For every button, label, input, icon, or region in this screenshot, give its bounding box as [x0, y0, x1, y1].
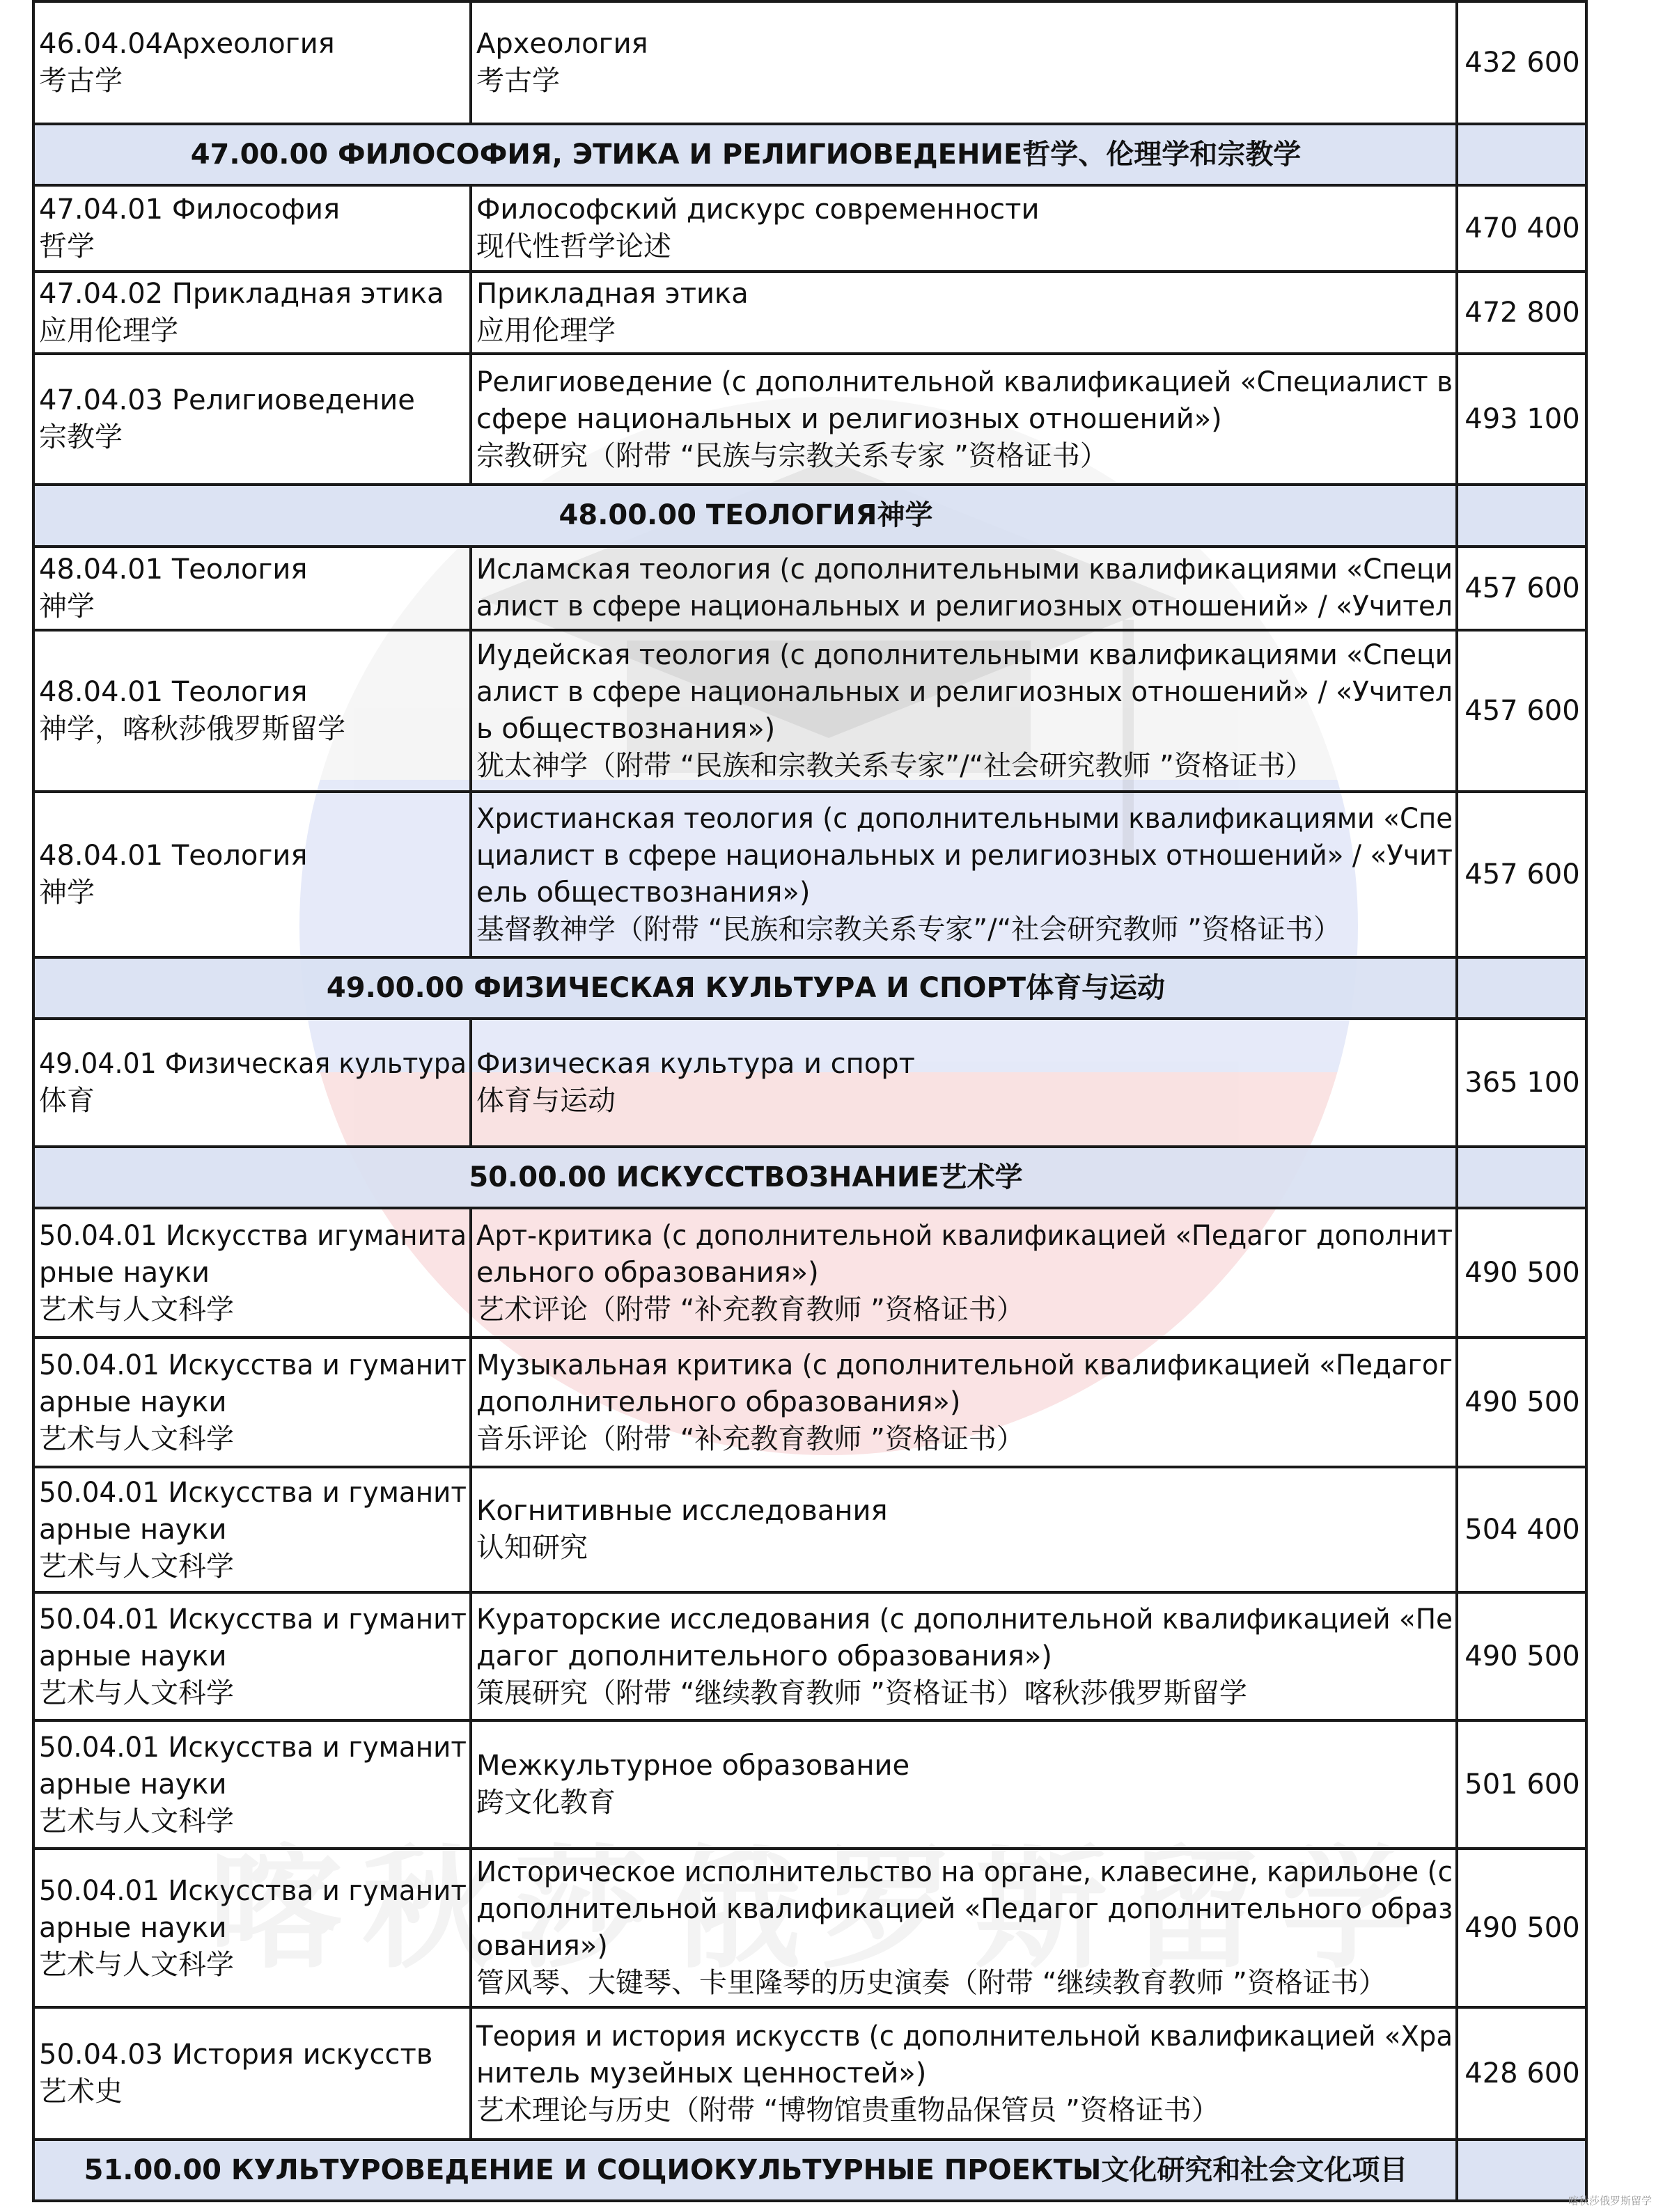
table-row — [33, 185, 1586, 272]
cell-line: 认知研究 — [476, 1532, 588, 1564]
price-cell: 470 400 — [1457, 185, 1586, 272]
specialty-code-cell — [33, 1720, 471, 1849]
cell-line: 艺术与人文科学 — [39, 1422, 234, 1455]
section-header-row — [33, 957, 1586, 1019]
specialty-code-cell — [33, 630, 471, 792]
cell-line: 47.04.03 Религиоведение — [39, 384, 415, 416]
cell-line: 艺术与人文科学 — [39, 1677, 234, 1709]
table-row — [33, 1338, 1586, 1467]
cell-line: 艺术与人文科学 — [39, 1948, 234, 1981]
price-cell: 501 600 — [1457, 1720, 1586, 1849]
cell-line: арные науки — [39, 1768, 227, 1801]
cell-line: 50.04.01 Искусства и гуманит — [39, 1874, 467, 1907]
cell-line: 神学 — [39, 590, 95, 622]
section-title: 48.00.00 ТЕОЛОГИЯ神学 — [33, 485, 1457, 547]
specialty-code-cell — [33, 792, 471, 957]
program-name-cell — [471, 1, 1457, 124]
cell-line: арные науки — [39, 1911, 227, 1944]
cell-line: Межкультурное образование — [476, 1750, 910, 1782]
cell-line: арные науки — [39, 1640, 227, 1672]
cell-line: 音乐评论（附带 “补充教育教师 ”资格证书） — [476, 1422, 1024, 1455]
cell-line: дополнительной квалификацией «Педагог дополнительного образ — [476, 1893, 1453, 1925]
table-row — [33, 354, 1586, 485]
cell-line: ельного образования») — [476, 1256, 819, 1289]
cell-line: алист в сфере национальных и религиозных отношений» / «Учител — [476, 676, 1453, 708]
table-row — [33, 1019, 1586, 1147]
price-cell: 457 600 — [1457, 630, 1586, 792]
specialty-code-cell — [33, 547, 471, 630]
cell-line: 50.04.01 Искусства и гуманит — [39, 1349, 467, 1381]
price-cell: 365 100 — [1457, 1019, 1586, 1147]
program-name-cell — [471, 2007, 1457, 2140]
cell-line: Кураторские исследования (с дополнительной квалификацией «Пе — [476, 1603, 1453, 1636]
price-cell: 472 800 — [1457, 272, 1586, 354]
program-name-cell — [471, 547, 1457, 630]
section-price-cell — [1457, 2140, 1586, 2201]
program-name-cell — [471, 1208, 1457, 1338]
cell-line: 艺术与人文科学 — [39, 1550, 234, 1583]
specialty-code-cell — [33, 1208, 471, 1338]
cell-line: Христианская теология (с дополнительными квалификациями «Спе — [476, 803, 1453, 835]
cell-line: 艺术史 — [39, 2076, 123, 2108]
cell-line: 48.04.01 Теология — [39, 840, 308, 872]
table-row — [33, 547, 1586, 630]
section-price-cell — [1457, 124, 1586, 185]
cell-line: 哲学 — [39, 230, 95, 262]
program-name-cell — [471, 792, 1457, 957]
section-title: 51.00.00 КУЛЬТУРОВЕДЕНИЕ И СОЦИОКУЛЬТУРНЫЕ ПРОЕКТЫ文化研究和社会文化项目 — [33, 2140, 1457, 2201]
specialty-code-cell — [33, 2007, 471, 2140]
cell-line: 现代性哲学论述 — [476, 230, 671, 262]
corner-watermark: 喀秋莎俄罗斯留学 — [1568, 2195, 1652, 2207]
table-row — [33, 1849, 1586, 2007]
cell-line: 神学 — [39, 877, 95, 909]
specialty-code-cell — [33, 354, 471, 485]
cell-line: 宗教研究（附带 “民族与宗教关系专家 ”资格证书） — [476, 439, 1108, 472]
cell-line: 49.04.01 Физическая культура — [39, 1048, 467, 1080]
table-row — [33, 272, 1586, 354]
cell-line: 考古学 — [476, 65, 560, 97]
cell-line: 管风琴、大键琴、卡里隆琴的历史演奏（附带 “继续教育教师 ”资格证书） — [476, 1967, 1386, 1999]
cell-line: Философский дискурс современности — [476, 194, 1040, 226]
cell-line: 47.04.02 Прикладная этика — [39, 278, 444, 310]
section-price-cell — [1457, 1147, 1586, 1208]
cell-line: Теория и история искусств (с дополнительной квалификацией «Хра — [476, 2020, 1453, 2053]
cell-line: 50.04.01 Искусства игуманита — [39, 1219, 467, 1252]
cell-line: 跨文化教育 — [476, 1787, 616, 1819]
table-row — [33, 1208, 1586, 1338]
specialty-code-cell — [33, 185, 471, 272]
cell-line: Исламская теология (с дополнительными квалификациями «Специ — [476, 554, 1453, 586]
cell-line: 犹太神学（附带 “民族和宗教关系专家”/“社会研究教师 ”资格证书） — [476, 750, 1313, 782]
cell-line: 体育 — [39, 1085, 95, 1117]
cell-line: Иудейская теология (с дополнительными квалификациями «Специ — [476, 639, 1453, 671]
cell-line: 应用伦理学 — [39, 315, 178, 347]
cell-line: 50.04.01 Искусства и гуманит — [39, 1476, 467, 1509]
cell-line: нитель музейных ценностей») — [476, 2057, 927, 2089]
program-name-cell — [471, 1338, 1457, 1467]
cell-line: 50.04.03 История искусств — [39, 2039, 433, 2071]
program-name-cell — [471, 1467, 1457, 1592]
price-cell: 504 400 — [1457, 1467, 1586, 1592]
cell-line: 体育与运动 — [476, 1085, 616, 1117]
cell-line: 宗教学 — [39, 421, 123, 453]
program-name-cell — [471, 185, 1457, 272]
cell-line: 48.04.01 Теология — [39, 554, 308, 586]
cell-line: алист в сфере национальных и религиозных отношений» / «Учител — [476, 590, 1453, 622]
specialty-code-cell — [33, 1, 471, 124]
cell-line: 50.04.01 Искусства и гуманит — [39, 1731, 467, 1764]
price-cell: 490 500 — [1457, 1338, 1586, 1467]
price-cell: 493 100 — [1457, 354, 1586, 485]
table-row — [33, 2007, 1586, 2140]
price-cell: 457 600 — [1457, 547, 1586, 630]
cell-line: арные науки — [39, 1386, 227, 1418]
specialty-code-cell — [33, 1849, 471, 2007]
program-name-cell — [471, 1592, 1457, 1720]
specialty-code-cell — [33, 1019, 471, 1147]
cell-line: 50.04.01 Искусства и гуманит — [39, 1603, 467, 1636]
cell-line: Религиоведение (с дополнительной квалификацией «Специалист в — [476, 366, 1453, 398]
program-name-cell — [471, 272, 1457, 354]
price-cell: 432 600 — [1457, 1, 1586, 124]
section-title: 49.00.00 ФИЗИЧЕСКАЯ КУЛЬТУРА И СПОРТ体育与运动 — [33, 957, 1457, 1019]
specialty-code-cell — [33, 1467, 471, 1592]
table-row — [33, 1, 1586, 124]
cell-line: Музыкальная критика (с дополнительной квалификацией «Педагог — [476, 1349, 1453, 1381]
cell-line: Историческое исполнительство на органе, клавесине, карильоне (с — [476, 1856, 1453, 1888]
cell-line: 考古学 — [39, 65, 123, 97]
cell-line: 48.04.01 Теология — [39, 676, 308, 708]
cell-line: циалист в сфере национальных и религиозных отношений» / «Учит — [476, 840, 1453, 872]
specialty-code-cell — [33, 1338, 471, 1467]
table-row — [33, 792, 1586, 957]
cell-line: дополнительного образования») — [476, 1386, 961, 1418]
cell-line: ования») — [476, 1930, 608, 1962]
cell-line: Прикладная этика — [476, 278, 749, 310]
table-row — [33, 630, 1586, 792]
section-header-row — [33, 1147, 1586, 1208]
cell-line: 应用伦理学 — [476, 315, 616, 347]
price-cell: 457 600 — [1457, 792, 1586, 957]
specialty-code-cell — [33, 272, 471, 354]
section-price-cell — [1457, 485, 1586, 547]
cell-line: сфере национальных и религиозных отношений») — [476, 402, 1222, 435]
section-header-row — [33, 124, 1586, 185]
price-cell: 490 500 — [1457, 1849, 1586, 2007]
price-cell: 490 500 — [1457, 1208, 1586, 1338]
price-cell: 490 500 — [1457, 1592, 1586, 1720]
cell-line: 基督教神学（附带 “民族和宗教关系专家”/“社会研究教师 ”资格证书） — [476, 913, 1341, 946]
cell-line: 46.04.04Археология — [39, 28, 335, 60]
cell-line: ель обществознания») — [476, 877, 811, 909]
cell-line: рные науки — [39, 1256, 210, 1289]
program-name-cell — [471, 354, 1457, 485]
cell-line: 艺术评论（附带 “补充教育教师 ”资格证书） — [476, 1293, 1024, 1326]
cell-line: 47.04.01 Философия — [39, 194, 341, 226]
cell-line: Когнитивные исследования — [476, 1495, 888, 1527]
cell-line: 艺术理论与历史（附带 “博物馆贵重物品保管员 ”资格证书） — [476, 2094, 1219, 2126]
program-price-table — [32, 0, 1588, 2202]
section-header-row — [33, 485, 1586, 547]
program-name-cell — [471, 1720, 1457, 1849]
cell-line: Физическая культура и спорт — [476, 1048, 915, 1080]
program-name-cell — [471, 1849, 1457, 2007]
cell-line: Археология — [476, 28, 648, 60]
table-row — [33, 1592, 1586, 1720]
section-price-cell — [1457, 957, 1586, 1019]
program-name-cell — [471, 630, 1457, 792]
section-header-row — [33, 2140, 1586, 2201]
section-title: 47.00.00 ФИЛОСОФИЯ, ЭТИКА И РЕЛИГИОВЕДЕНИЕ哲学、伦理学和宗教学 — [33, 124, 1457, 185]
table-row — [33, 1467, 1586, 1592]
specialty-code-cell — [33, 1592, 471, 1720]
cell-line: 策展研究（附带 “继续教育教师 ”资格证书）喀秋莎俄罗斯留学 — [476, 1677, 1247, 1709]
cell-line: 神学，喀秋莎俄罗斯留学 — [39, 713, 345, 745]
price-cell: 428 600 — [1457, 2007, 1586, 2140]
table-row — [33, 1720, 1586, 1849]
cell-line: Арт-критика (с дополнительной квалификацией «Педагог дополнит — [476, 1219, 1453, 1252]
cell-line: арные науки — [39, 1513, 227, 1546]
cell-line: 艺术与人文科学 — [39, 1805, 234, 1837]
cell-line: ь обществознания») — [476, 713, 776, 745]
cell-line: 艺术与人文科学 — [39, 1293, 234, 1326]
program-name-cell — [471, 1019, 1457, 1147]
section-title: 50.00.00 ИСКУССТВОЗНАНИЕ艺术学 — [33, 1147, 1457, 1208]
cell-line: дагог дополнительного образования») — [476, 1640, 1052, 1672]
